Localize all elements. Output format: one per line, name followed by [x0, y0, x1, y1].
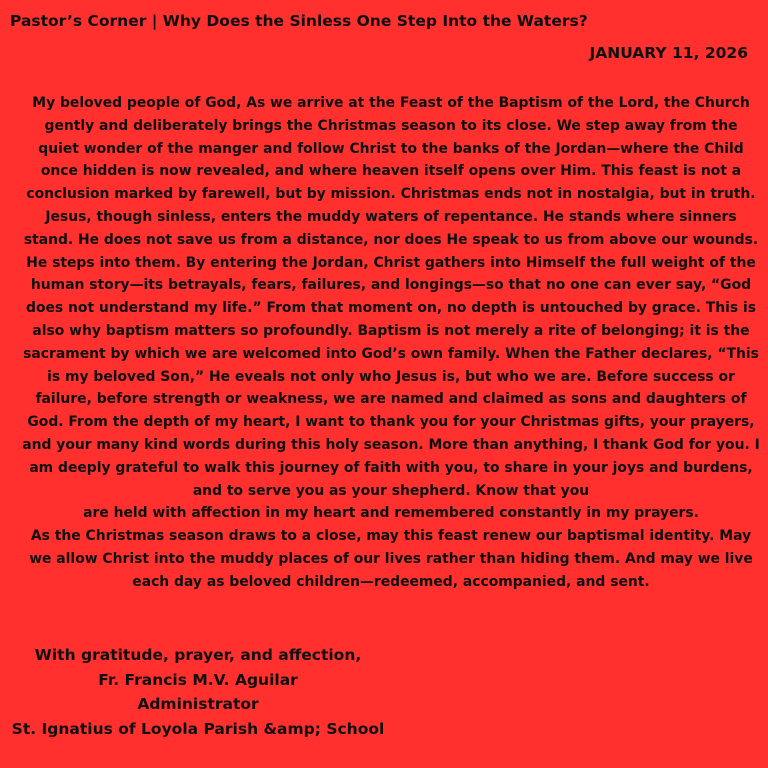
signature-name: Fr. Francis M.V. Aguilar	[98, 670, 298, 689]
letter-body	[22, 92, 760, 594]
signature-role: Administrator	[137, 695, 259, 713]
signature-block	[4, 643, 392, 741]
signature-parish: St. Ignatius of Loyola Parish &amp; School	[11, 719, 385, 738]
date-label: JANUARY 11, 2026	[589, 44, 748, 62]
signature-closing: With gratitude, prayer, and affection,	[34, 646, 362, 664]
letter-paragraph-3: As the Christmas season draws to a close, may this feast renew our baptismal identity. May we allow Christ into the muddy places of our lives rather than hiding them. And may we live each day as beloved children—redeemed, accompanied, and sent.	[29, 528, 753, 590]
letter-paragraph-1: My beloved people of God, As we arrive at the Feast of the Baptism of the Lord, the Church gently and deliberately brings the Christmas season to its close. We step away from the quiet wonder of the manger and follow Christ to the banks of the Jordan—where the Child once hidden is now revealed, and where heaven itself opens over Him. This feast is not a conclusion marked by farewell, but by mission. Christmas ends not in nostalgia, but in truth. Jesus, though sinless, enters the muddy waters of repentance. He stands where sinners stand. He does not save us from a distance, nor does He speak to us from above our wounds. He steps into them. By entering the Jordan, Christ gathers into Himself the full weight of the human story—its betrayals, fears, failures, and longings—so that no one can ever say, “God does not understand my life.” From that moment on, no depth is untouched by grace. This is also why baptism matters so profoundly. Baptism is not merely a rite of belonging; it is the sacrament by which we are welcomed into God’s own family. When the Father declares, “This is my beloved Son,” He eveals not only who Jesus is, but who we are. Before success or failure, before strength or weakness, we are named and claimed as sons and daughters of God. From the depth of my heart, I want to thank you for your Christmas gifts, your prayers, and your many kind words during this holy season. More than anything, I thank God for you. I am deeply grateful to walk this journey of faith with you, to share in your joys and burdens, and to serve you as your shepherd. Know that you	[22, 95, 760, 499]
page-title: Pastor’s Corner | Why Does the Sinless One Step Into the Waters?	[10, 12, 588, 30]
letter-paragraph-2: are held with affection in my heart and remembered constantly in my prayers.	[83, 505, 699, 522]
